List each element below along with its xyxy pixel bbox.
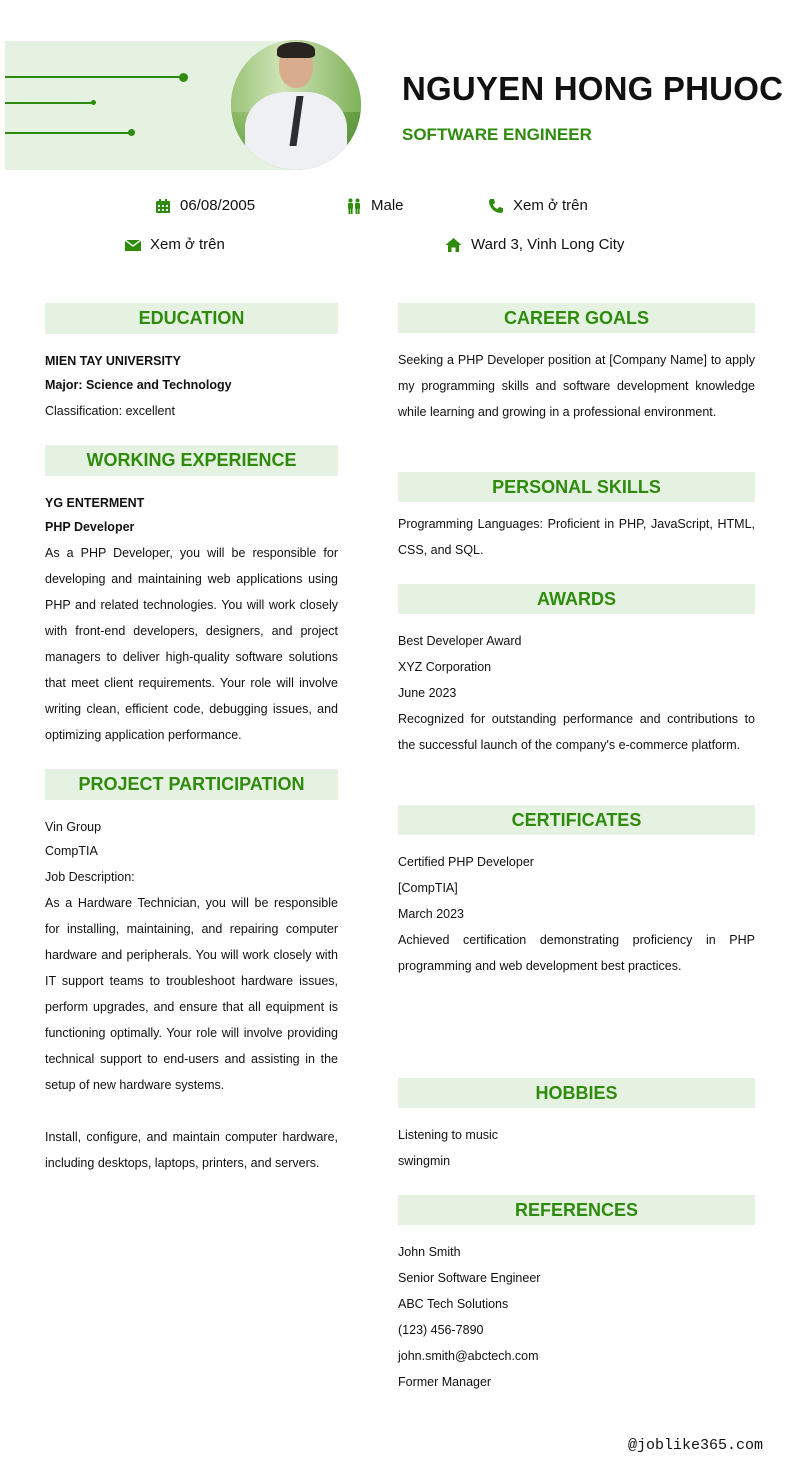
skills-text: Programming Languages: Proficient in PHP, JavaScript, HTML, CSS, and SQL. bbox=[398, 517, 755, 557]
hobby-item: Listening to music bbox=[398, 1128, 499, 1142]
reference-name: John Smith bbox=[398, 1245, 461, 1259]
certificates-heading: CERTIFICATES bbox=[398, 805, 755, 835]
project-name: Vin Group bbox=[45, 820, 102, 834]
decor-dot bbox=[179, 73, 188, 82]
experience-role: PHP Developer bbox=[45, 520, 135, 534]
certificate-text: Achieved certification demonstrating proficiency in PHP programming and web development best practices. bbox=[398, 933, 755, 973]
projects-heading: PROJECT PARTICIPATION bbox=[45, 769, 338, 800]
reference-company: ABC Tech Solutions bbox=[398, 1297, 509, 1311]
award-date: June 2023 bbox=[398, 686, 457, 700]
project-detail: Install, configure, and maintain computer hardware, including desktops, laptops, printers, and servers. bbox=[45, 1130, 338, 1170]
experience-heading: WORKING EXPERIENCE bbox=[45, 445, 338, 476]
education-school: MIEN TAY UNIVERSITY bbox=[45, 354, 181, 368]
project-client: CompTIA bbox=[45, 844, 98, 858]
decor-dot bbox=[128, 129, 135, 136]
footer-watermark: @joblike365.com bbox=[627, 1437, 763, 1454]
reference-phone: (123) 456-7890 bbox=[398, 1323, 484, 1337]
gender-icon bbox=[346, 198, 362, 214]
reference-position: Senior Software Engineer bbox=[398, 1271, 541, 1285]
profile-photo bbox=[231, 40, 361, 170]
award-text: Recognized for outstanding performance and contributions to the successful launch of the company's e-commerce platform. bbox=[398, 712, 755, 752]
certificate-org: [CompTIA] bbox=[398, 881, 458, 895]
gender-value: Male bbox=[371, 197, 404, 214]
contact-phone bbox=[488, 197, 588, 214]
reference-email: john.smith@abctech.com bbox=[398, 1349, 539, 1363]
decor-line bbox=[5, 76, 183, 78]
awards-heading: AWARDS bbox=[398, 584, 755, 614]
address-value: Ward 3, Vinh Long City bbox=[471, 236, 625, 253]
career-goals-text: Seeking a PHP Developer position at [Company Name] to apply my programming skills and software development knowledge while learning and growing in a professional environment. bbox=[398, 353, 755, 419]
phone-icon bbox=[488, 198, 504, 214]
experience-description: As a PHP Developer, you will be responsible for developing and maintaining web applications using PHP and related technologies. You will work closely with front-end developers, designers, and project managers to deliver high-quality software solutions that meet client requirements. Your role will involve writing clean, efficient code, debugging issues, and optimizing application performance. bbox=[45, 546, 338, 742]
decor-dot bbox=[91, 100, 96, 105]
award-org: XYZ Corporation bbox=[398, 660, 492, 674]
candidate-job-title: SOFTWARE ENGINEER bbox=[402, 125, 592, 144]
contact-birthdate bbox=[155, 197, 255, 214]
skills-heading: PERSONAL SKILLS bbox=[398, 472, 755, 502]
decor-line bbox=[5, 102, 94, 104]
education-heading: EDUCATION bbox=[45, 303, 338, 334]
education-major: Major: Science and Technology bbox=[45, 378, 232, 392]
hobby-item: swingmin bbox=[398, 1154, 451, 1168]
certificate-date: March 2023 bbox=[398, 907, 465, 921]
birthdate-value: 06/08/2005 bbox=[180, 197, 256, 214]
certificate-title: Certified PHP Developer bbox=[398, 855, 534, 869]
home-icon bbox=[445, 237, 462, 253]
candidate-name: NGUYEN HONG PHUOC bbox=[402, 70, 784, 107]
career-goals-heading: CAREER GOALS bbox=[398, 303, 755, 333]
education-classification: Classification: excellent bbox=[45, 404, 175, 418]
award-title: Best Developer Award bbox=[398, 634, 522, 648]
contact-address bbox=[445, 236, 624, 253]
experience-company: YG ENTERMENT bbox=[45, 496, 145, 510]
hobbies-heading: HOBBIES bbox=[398, 1078, 755, 1108]
contact-gender bbox=[346, 197, 404, 214]
project-description: As a Hardware Technician, you will be responsible for installing, maintaining, and repairing computer hardware and peripherals. You will work closely with IT support teams to troubleshoot hardware issues, perform upgrades, and ensure that all equipment is functioning optimally. Your role will involve providing technical support to end-users and assisting in the setup of new hardware systems. bbox=[45, 896, 338, 1092]
email-value: Xem ở trên bbox=[150, 236, 225, 253]
calendar-icon bbox=[155, 198, 171, 214]
project-label: Job Description: bbox=[45, 870, 135, 884]
envelope-icon bbox=[125, 238, 141, 252]
contact-email bbox=[125, 236, 225, 253]
phone-value: Xem ở trên bbox=[513, 197, 588, 214]
references-heading: REFERENCES bbox=[398, 1195, 755, 1225]
reference-relation: Former Manager bbox=[398, 1375, 492, 1389]
decor-line bbox=[5, 132, 132, 134]
